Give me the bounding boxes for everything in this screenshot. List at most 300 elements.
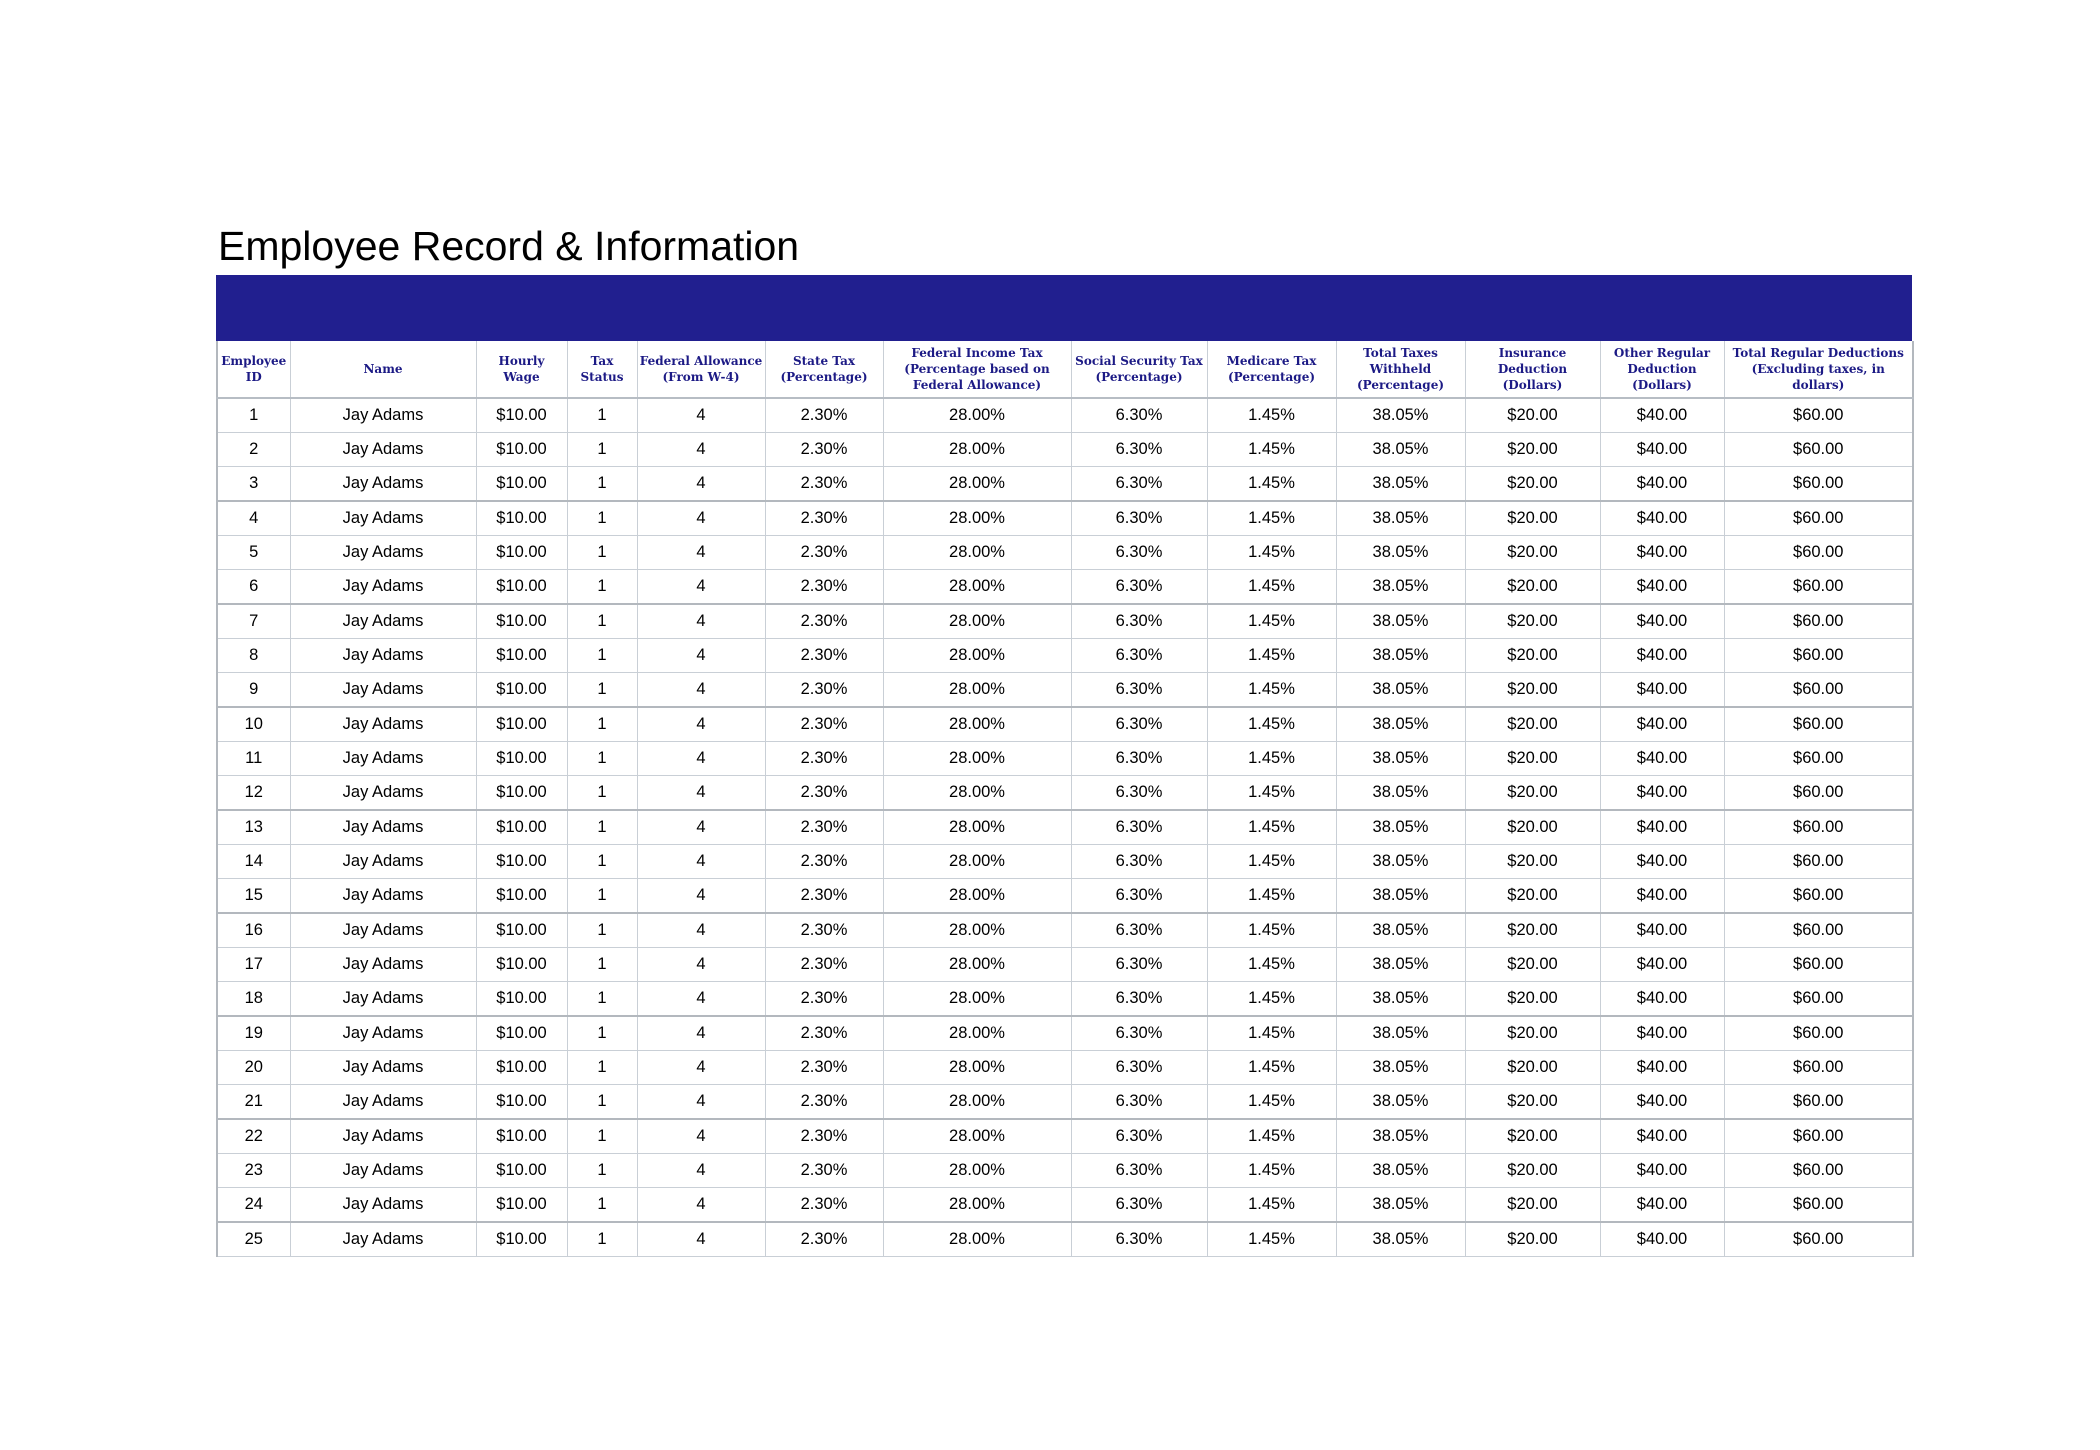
cell-other-regular-deduction: $40.00 bbox=[1600, 1154, 1724, 1188]
cell-other-regular-deduction: $40.00 bbox=[1600, 810, 1724, 845]
cell-total-taxes-withheld: 38.05% bbox=[1336, 742, 1465, 776]
cell-name: Jay Adams bbox=[290, 707, 476, 742]
cell-state-tax: 2.30% bbox=[765, 673, 883, 708]
cell-federal-income-tax: 28.00% bbox=[883, 913, 1071, 948]
cell-social-security-tax: 6.30% bbox=[1071, 948, 1207, 982]
cell-other-regular-deduction: $40.00 bbox=[1600, 776, 1724, 811]
cell-hourly-wage: $10.00 bbox=[476, 467, 567, 502]
cell-total-regular-deductions: $60.00 bbox=[1724, 1119, 1913, 1154]
cell-hourly-wage: $10.00 bbox=[476, 1051, 567, 1085]
cell-federal-income-tax: 28.00% bbox=[883, 1188, 1071, 1223]
cell-federal-allowance: 4 bbox=[637, 673, 765, 708]
cell-total-regular-deductions: $60.00 bbox=[1724, 742, 1913, 776]
cell-medicare-tax: 1.45% bbox=[1207, 536, 1336, 570]
cell-federal-income-tax: 28.00% bbox=[883, 673, 1071, 708]
cell-state-tax: 2.30% bbox=[765, 501, 883, 536]
column-header-medicare-tax: Medicare Tax (Percentage) bbox=[1207, 341, 1336, 398]
cell-state-tax: 2.30% bbox=[765, 982, 883, 1017]
cell-hourly-wage: $10.00 bbox=[476, 433, 567, 467]
cell-social-security-tax: 6.30% bbox=[1071, 982, 1207, 1017]
cell-hourly-wage: $10.00 bbox=[476, 742, 567, 776]
cell-insurance-deduction: $20.00 bbox=[1465, 673, 1600, 708]
cell-federal-income-tax: 28.00% bbox=[883, 1222, 1071, 1257]
cell-total-regular-deductions: $60.00 bbox=[1724, 433, 1913, 467]
cell-state-tax: 2.30% bbox=[765, 536, 883, 570]
cell-total-regular-deductions: $60.00 bbox=[1724, 1154, 1913, 1188]
cell-total-regular-deductions: $60.00 bbox=[1724, 570, 1913, 605]
cell-employee-id: 6 bbox=[217, 570, 290, 605]
cell-insurance-deduction: $20.00 bbox=[1465, 742, 1600, 776]
cell-tax-status: 1 bbox=[567, 1051, 637, 1085]
cell-total-taxes-withheld: 38.05% bbox=[1336, 1016, 1465, 1051]
cell-total-taxes-withheld: 38.05% bbox=[1336, 845, 1465, 879]
cell-tax-status: 1 bbox=[567, 673, 637, 708]
cell-social-security-tax: 6.30% bbox=[1071, 913, 1207, 948]
cell-state-tax: 2.30% bbox=[765, 810, 883, 845]
cell-medicare-tax: 1.45% bbox=[1207, 948, 1336, 982]
cell-employee-id: 8 bbox=[217, 639, 290, 673]
column-header-federal-income-tax: Federal Income Tax (Percentage based on Federal Allowance) bbox=[883, 341, 1071, 398]
table-row bbox=[217, 810, 1913, 845]
table-row bbox=[217, 776, 1913, 811]
cell-state-tax: 2.30% bbox=[765, 604, 883, 639]
cell-name: Jay Adams bbox=[290, 1085, 476, 1120]
cell-tax-status: 1 bbox=[567, 948, 637, 982]
cell-employee-id: 15 bbox=[217, 879, 290, 914]
cell-state-tax: 2.30% bbox=[765, 398, 883, 433]
cell-insurance-deduction: $20.00 bbox=[1465, 707, 1600, 742]
cell-total-taxes-withheld: 38.05% bbox=[1336, 879, 1465, 914]
cell-hourly-wage: $10.00 bbox=[476, 776, 567, 811]
table-row bbox=[217, 1016, 1913, 1051]
cell-hourly-wage: $10.00 bbox=[476, 707, 567, 742]
cell-tax-status: 1 bbox=[567, 776, 637, 811]
cell-federal-allowance: 4 bbox=[637, 1085, 765, 1120]
cell-social-security-tax: 6.30% bbox=[1071, 398, 1207, 433]
column-header-federal-allowance: Federal Allowance (From W-4) bbox=[637, 341, 765, 398]
cell-other-regular-deduction: $40.00 bbox=[1600, 1016, 1724, 1051]
cell-employee-id: 10 bbox=[217, 707, 290, 742]
cell-other-regular-deduction: $40.00 bbox=[1600, 1051, 1724, 1085]
cell-total-regular-deductions: $60.00 bbox=[1724, 639, 1913, 673]
cell-tax-status: 1 bbox=[567, 433, 637, 467]
cell-total-taxes-withheld: 38.05% bbox=[1336, 1119, 1465, 1154]
cell-social-security-tax: 6.30% bbox=[1071, 707, 1207, 742]
table-row bbox=[217, 1188, 1913, 1223]
cell-medicare-tax: 1.45% bbox=[1207, 467, 1336, 502]
cell-employee-id: 9 bbox=[217, 673, 290, 708]
cell-insurance-deduction: $20.00 bbox=[1465, 776, 1600, 811]
cell-name: Jay Adams bbox=[290, 501, 476, 536]
cell-other-regular-deduction: $40.00 bbox=[1600, 639, 1724, 673]
cell-other-regular-deduction: $40.00 bbox=[1600, 467, 1724, 502]
cell-state-tax: 2.30% bbox=[765, 1154, 883, 1188]
cell-state-tax: 2.30% bbox=[765, 742, 883, 776]
cell-other-regular-deduction: $40.00 bbox=[1600, 501, 1724, 536]
cell-name: Jay Adams bbox=[290, 536, 476, 570]
cell-state-tax: 2.30% bbox=[765, 467, 883, 502]
cell-total-taxes-withheld: 38.05% bbox=[1336, 1154, 1465, 1188]
cell-tax-status: 1 bbox=[567, 707, 637, 742]
cell-total-regular-deductions: $60.00 bbox=[1724, 810, 1913, 845]
column-header-employee-id: Employee ID bbox=[217, 341, 290, 398]
cell-insurance-deduction: $20.00 bbox=[1465, 604, 1600, 639]
column-header-name: Name bbox=[290, 341, 476, 398]
cell-name: Jay Adams bbox=[290, 467, 476, 502]
column-header-tax-status: Tax Status bbox=[567, 341, 637, 398]
cell-name: Jay Adams bbox=[290, 742, 476, 776]
cell-total-taxes-withheld: 38.05% bbox=[1336, 1051, 1465, 1085]
cell-other-regular-deduction: $40.00 bbox=[1600, 1119, 1724, 1154]
cell-social-security-tax: 6.30% bbox=[1071, 810, 1207, 845]
cell-employee-id: 20 bbox=[217, 1051, 290, 1085]
cell-employee-id: 5 bbox=[217, 536, 290, 570]
cell-state-tax: 2.30% bbox=[765, 845, 883, 879]
cell-federal-allowance: 4 bbox=[637, 398, 765, 433]
cell-medicare-tax: 1.45% bbox=[1207, 1085, 1336, 1120]
table-row bbox=[217, 1085, 1913, 1120]
cell-tax-status: 1 bbox=[567, 810, 637, 845]
table-row bbox=[217, 913, 1913, 948]
table-row bbox=[217, 604, 1913, 639]
cell-social-security-tax: 6.30% bbox=[1071, 536, 1207, 570]
cell-state-tax: 2.30% bbox=[765, 570, 883, 605]
cell-total-regular-deductions: $60.00 bbox=[1724, 707, 1913, 742]
cell-state-tax: 2.30% bbox=[765, 913, 883, 948]
cell-insurance-deduction: $20.00 bbox=[1465, 982, 1600, 1017]
cell-total-taxes-withheld: 38.05% bbox=[1336, 398, 1465, 433]
cell-name: Jay Adams bbox=[290, 1222, 476, 1257]
header-banner bbox=[216, 275, 1912, 341]
cell-social-security-tax: 6.30% bbox=[1071, 1085, 1207, 1120]
table-row bbox=[217, 742, 1913, 776]
cell-tax-status: 1 bbox=[567, 570, 637, 605]
cell-total-taxes-withheld: 38.05% bbox=[1336, 639, 1465, 673]
cell-hourly-wage: $10.00 bbox=[476, 1016, 567, 1051]
cell-federal-income-tax: 28.00% bbox=[883, 1119, 1071, 1154]
cell-other-regular-deduction: $40.00 bbox=[1600, 913, 1724, 948]
cell-medicare-tax: 1.45% bbox=[1207, 879, 1336, 914]
cell-total-regular-deductions: $60.00 bbox=[1724, 1051, 1913, 1085]
column-header-social-security-tax: Social Security Tax (Percentage) bbox=[1071, 341, 1207, 398]
cell-other-regular-deduction: $40.00 bbox=[1600, 982, 1724, 1017]
cell-total-regular-deductions: $60.00 bbox=[1724, 501, 1913, 536]
cell-other-regular-deduction: $40.00 bbox=[1600, 948, 1724, 982]
cell-social-security-tax: 6.30% bbox=[1071, 1119, 1207, 1154]
cell-tax-status: 1 bbox=[567, 742, 637, 776]
cell-insurance-deduction: $20.00 bbox=[1465, 913, 1600, 948]
cell-tax-status: 1 bbox=[567, 536, 637, 570]
cell-insurance-deduction: $20.00 bbox=[1465, 536, 1600, 570]
column-header-total-regular-deductions: Total Regular Deductions (Excluding taxes, in dollars) bbox=[1724, 341, 1913, 398]
cell-total-regular-deductions: $60.00 bbox=[1724, 948, 1913, 982]
cell-employee-id: 24 bbox=[217, 1188, 290, 1223]
cell-federal-allowance: 4 bbox=[637, 1016, 765, 1051]
cell-federal-allowance: 4 bbox=[637, 982, 765, 1017]
cell-federal-allowance: 4 bbox=[637, 948, 765, 982]
cell-insurance-deduction: $20.00 bbox=[1465, 1016, 1600, 1051]
cell-employee-id: 2 bbox=[217, 433, 290, 467]
cell-hourly-wage: $10.00 bbox=[476, 1085, 567, 1120]
cell-total-taxes-withheld: 38.05% bbox=[1336, 673, 1465, 708]
cell-medicare-tax: 1.45% bbox=[1207, 604, 1336, 639]
cell-hourly-wage: $10.00 bbox=[476, 810, 567, 845]
cell-tax-status: 1 bbox=[567, 467, 637, 502]
cell-state-tax: 2.30% bbox=[765, 776, 883, 811]
employee-table bbox=[216, 341, 1914, 1257]
cell-insurance-deduction: $20.00 bbox=[1465, 845, 1600, 879]
cell-employee-id: 23 bbox=[217, 1154, 290, 1188]
cell-name: Jay Adams bbox=[290, 570, 476, 605]
column-header-hourly-wage: Hourly Wage bbox=[476, 341, 567, 398]
cell-insurance-deduction: $20.00 bbox=[1465, 398, 1600, 433]
cell-insurance-deduction: $20.00 bbox=[1465, 810, 1600, 845]
table-row bbox=[217, 536, 1913, 570]
cell-total-taxes-withheld: 38.05% bbox=[1336, 913, 1465, 948]
cell-state-tax: 2.30% bbox=[765, 1119, 883, 1154]
cell-employee-id: 1 bbox=[217, 398, 290, 433]
cell-medicare-tax: 1.45% bbox=[1207, 1154, 1336, 1188]
cell-total-taxes-withheld: 38.05% bbox=[1336, 948, 1465, 982]
cell-name: Jay Adams bbox=[290, 776, 476, 811]
table-row bbox=[217, 501, 1913, 536]
cell-other-regular-deduction: $40.00 bbox=[1600, 536, 1724, 570]
cell-total-taxes-withheld: 38.05% bbox=[1336, 1085, 1465, 1120]
cell-employee-id: 18 bbox=[217, 982, 290, 1017]
cell-hourly-wage: $10.00 bbox=[476, 948, 567, 982]
cell-total-taxes-withheld: 38.05% bbox=[1336, 982, 1465, 1017]
cell-name: Jay Adams bbox=[290, 845, 476, 879]
cell-hourly-wage: $10.00 bbox=[476, 604, 567, 639]
cell-insurance-deduction: $20.00 bbox=[1465, 1119, 1600, 1154]
cell-tax-status: 1 bbox=[567, 1188, 637, 1223]
cell-employee-id: 13 bbox=[217, 810, 290, 845]
cell-hourly-wage: $10.00 bbox=[476, 398, 567, 433]
cell-state-tax: 2.30% bbox=[765, 1016, 883, 1051]
cell-name: Jay Adams bbox=[290, 948, 476, 982]
cell-total-regular-deductions: $60.00 bbox=[1724, 673, 1913, 708]
cell-employee-id: 11 bbox=[217, 742, 290, 776]
cell-hourly-wage: $10.00 bbox=[476, 501, 567, 536]
cell-insurance-deduction: $20.00 bbox=[1465, 570, 1600, 605]
cell-other-regular-deduction: $40.00 bbox=[1600, 433, 1724, 467]
cell-hourly-wage: $10.00 bbox=[476, 1188, 567, 1223]
cell-insurance-deduction: $20.00 bbox=[1465, 501, 1600, 536]
table-row bbox=[217, 673, 1913, 708]
cell-state-tax: 2.30% bbox=[765, 707, 883, 742]
cell-other-regular-deduction: $40.00 bbox=[1600, 673, 1724, 708]
cell-medicare-tax: 1.45% bbox=[1207, 570, 1336, 605]
cell-medicare-tax: 1.45% bbox=[1207, 845, 1336, 879]
cell-other-regular-deduction: $40.00 bbox=[1600, 1188, 1724, 1223]
cell-hourly-wage: $10.00 bbox=[476, 913, 567, 948]
cell-total-taxes-withheld: 38.05% bbox=[1336, 1188, 1465, 1223]
cell-state-tax: 2.30% bbox=[765, 433, 883, 467]
cell-total-regular-deductions: $60.00 bbox=[1724, 1222, 1913, 1257]
cell-state-tax: 2.30% bbox=[765, 1051, 883, 1085]
cell-state-tax: 2.30% bbox=[765, 948, 883, 982]
cell-social-security-tax: 6.30% bbox=[1071, 879, 1207, 914]
cell-medicare-tax: 1.45% bbox=[1207, 1222, 1336, 1257]
cell-medicare-tax: 1.45% bbox=[1207, 776, 1336, 811]
cell-total-regular-deductions: $60.00 bbox=[1724, 776, 1913, 811]
cell-federal-income-tax: 28.00% bbox=[883, 1085, 1071, 1120]
cell-total-regular-deductions: $60.00 bbox=[1724, 879, 1913, 914]
cell-federal-allowance: 4 bbox=[637, 810, 765, 845]
cell-employee-id: 14 bbox=[217, 845, 290, 879]
cell-name: Jay Adams bbox=[290, 1188, 476, 1223]
cell-federal-income-tax: 28.00% bbox=[883, 776, 1071, 811]
cell-other-regular-deduction: $40.00 bbox=[1600, 1222, 1724, 1257]
cell-insurance-deduction: $20.00 bbox=[1465, 467, 1600, 502]
cell-medicare-tax: 1.45% bbox=[1207, 707, 1336, 742]
cell-total-taxes-withheld: 38.05% bbox=[1336, 467, 1465, 502]
cell-hourly-wage: $10.00 bbox=[476, 1154, 567, 1188]
table-row bbox=[217, 433, 1913, 467]
cell-name: Jay Adams bbox=[290, 982, 476, 1017]
table-row bbox=[217, 1154, 1913, 1188]
cell-tax-status: 1 bbox=[567, 639, 637, 673]
cell-tax-status: 1 bbox=[567, 879, 637, 914]
cell-tax-status: 1 bbox=[567, 913, 637, 948]
cell-federal-income-tax: 28.00% bbox=[883, 536, 1071, 570]
cell-social-security-tax: 6.30% bbox=[1071, 1188, 1207, 1223]
cell-federal-allowance: 4 bbox=[637, 1154, 765, 1188]
cell-federal-allowance: 4 bbox=[637, 639, 765, 673]
cell-tax-status: 1 bbox=[567, 1119, 637, 1154]
cell-insurance-deduction: $20.00 bbox=[1465, 1051, 1600, 1085]
cell-insurance-deduction: $20.00 bbox=[1465, 1222, 1600, 1257]
cell-federal-income-tax: 28.00% bbox=[883, 501, 1071, 536]
column-header-state-tax: State Tax (Percentage) bbox=[765, 341, 883, 398]
cell-tax-status: 1 bbox=[567, 982, 637, 1017]
cell-total-taxes-withheld: 38.05% bbox=[1336, 810, 1465, 845]
cell-social-security-tax: 6.30% bbox=[1071, 673, 1207, 708]
cell-federal-income-tax: 28.00% bbox=[883, 1051, 1071, 1085]
cell-hourly-wage: $10.00 bbox=[476, 1222, 567, 1257]
cell-federal-allowance: 4 bbox=[637, 1119, 765, 1154]
cell-total-taxes-withheld: 38.05% bbox=[1336, 536, 1465, 570]
cell-tax-status: 1 bbox=[567, 604, 637, 639]
cell-federal-income-tax: 28.00% bbox=[883, 639, 1071, 673]
cell-tax-status: 1 bbox=[567, 1154, 637, 1188]
cell-social-security-tax: 6.30% bbox=[1071, 1222, 1207, 1257]
cell-federal-allowance: 4 bbox=[637, 467, 765, 502]
page-title: Employee Record & Information bbox=[218, 223, 800, 269]
cell-federal-allowance: 4 bbox=[637, 1188, 765, 1223]
cell-state-tax: 2.30% bbox=[765, 1188, 883, 1223]
cell-federal-allowance: 4 bbox=[637, 707, 765, 742]
cell-total-taxes-withheld: 38.05% bbox=[1336, 1222, 1465, 1257]
cell-name: Jay Adams bbox=[290, 673, 476, 708]
cell-federal-income-tax: 28.00% bbox=[883, 604, 1071, 639]
cell-federal-income-tax: 28.00% bbox=[883, 707, 1071, 742]
cell-social-security-tax: 6.30% bbox=[1071, 433, 1207, 467]
cell-total-taxes-withheld: 38.05% bbox=[1336, 604, 1465, 639]
cell-social-security-tax: 6.30% bbox=[1071, 639, 1207, 673]
cell-medicare-tax: 1.45% bbox=[1207, 639, 1336, 673]
column-header-insurance-deduction: Insurance Deduction (Dollars) bbox=[1465, 341, 1600, 398]
table-row bbox=[217, 948, 1913, 982]
table-row bbox=[217, 570, 1913, 605]
cell-employee-id: 19 bbox=[217, 1016, 290, 1051]
cell-federal-income-tax: 28.00% bbox=[883, 948, 1071, 982]
cell-social-security-tax: 6.30% bbox=[1071, 742, 1207, 776]
cell-federal-allowance: 4 bbox=[637, 742, 765, 776]
cell-name: Jay Adams bbox=[290, 433, 476, 467]
cell-employee-id: 7 bbox=[217, 604, 290, 639]
cell-insurance-deduction: $20.00 bbox=[1465, 433, 1600, 467]
cell-name: Jay Adams bbox=[290, 913, 476, 948]
cell-insurance-deduction: $20.00 bbox=[1465, 879, 1600, 914]
cell-social-security-tax: 6.30% bbox=[1071, 501, 1207, 536]
cell-total-regular-deductions: $60.00 bbox=[1724, 467, 1913, 502]
cell-federal-income-tax: 28.00% bbox=[883, 570, 1071, 605]
table-row bbox=[217, 982, 1913, 1017]
cell-name: Jay Adams bbox=[290, 398, 476, 433]
cell-federal-allowance: 4 bbox=[637, 501, 765, 536]
cell-total-regular-deductions: $60.00 bbox=[1724, 1016, 1913, 1051]
cell-medicare-tax: 1.45% bbox=[1207, 433, 1336, 467]
cell-social-security-tax: 6.30% bbox=[1071, 776, 1207, 811]
cell-federal-allowance: 4 bbox=[637, 433, 765, 467]
cell-social-security-tax: 6.30% bbox=[1071, 1051, 1207, 1085]
cell-tax-status: 1 bbox=[567, 1016, 637, 1051]
cell-other-regular-deduction: $40.00 bbox=[1600, 604, 1724, 639]
cell-tax-status: 1 bbox=[567, 398, 637, 433]
cell-federal-income-tax: 28.00% bbox=[883, 1016, 1071, 1051]
cell-medicare-tax: 1.45% bbox=[1207, 1119, 1336, 1154]
cell-state-tax: 2.30% bbox=[765, 879, 883, 914]
cell-social-security-tax: 6.30% bbox=[1071, 570, 1207, 605]
table-row bbox=[217, 398, 1913, 433]
cell-medicare-tax: 1.45% bbox=[1207, 501, 1336, 536]
cell-employee-id: 21 bbox=[217, 1085, 290, 1120]
cell-other-regular-deduction: $40.00 bbox=[1600, 1085, 1724, 1120]
cell-social-security-tax: 6.30% bbox=[1071, 1016, 1207, 1051]
table-body bbox=[217, 398, 1913, 1257]
cell-hourly-wage: $10.00 bbox=[476, 673, 567, 708]
cell-insurance-deduction: $20.00 bbox=[1465, 1188, 1600, 1223]
cell-federal-income-tax: 28.00% bbox=[883, 879, 1071, 914]
cell-medicare-tax: 1.45% bbox=[1207, 1188, 1336, 1223]
cell-federal-allowance: 4 bbox=[637, 604, 765, 639]
cell-total-regular-deductions: $60.00 bbox=[1724, 1188, 1913, 1223]
cell-medicare-tax: 1.45% bbox=[1207, 1051, 1336, 1085]
cell-federal-income-tax: 28.00% bbox=[883, 398, 1071, 433]
table-header-row bbox=[217, 341, 1913, 398]
cell-total-regular-deductions: $60.00 bbox=[1724, 536, 1913, 570]
cell-total-regular-deductions: $60.00 bbox=[1724, 1085, 1913, 1120]
cell-federal-income-tax: 28.00% bbox=[883, 845, 1071, 879]
cell-hourly-wage: $10.00 bbox=[476, 536, 567, 570]
cell-insurance-deduction: $20.00 bbox=[1465, 1154, 1600, 1188]
cell-employee-id: 4 bbox=[217, 501, 290, 536]
cell-hourly-wage: $10.00 bbox=[476, 845, 567, 879]
cell-medicare-tax: 1.45% bbox=[1207, 742, 1336, 776]
cell-medicare-tax: 1.45% bbox=[1207, 913, 1336, 948]
cell-medicare-tax: 1.45% bbox=[1207, 398, 1336, 433]
cell-total-taxes-withheld: 38.05% bbox=[1336, 776, 1465, 811]
cell-state-tax: 2.30% bbox=[765, 1085, 883, 1120]
cell-insurance-deduction: $20.00 bbox=[1465, 1085, 1600, 1120]
cell-social-security-tax: 6.30% bbox=[1071, 845, 1207, 879]
cell-total-taxes-withheld: 38.05% bbox=[1336, 570, 1465, 605]
cell-medicare-tax: 1.45% bbox=[1207, 982, 1336, 1017]
cell-federal-allowance: 4 bbox=[637, 536, 765, 570]
cell-total-regular-deductions: $60.00 bbox=[1724, 845, 1913, 879]
cell-name: Jay Adams bbox=[290, 1016, 476, 1051]
